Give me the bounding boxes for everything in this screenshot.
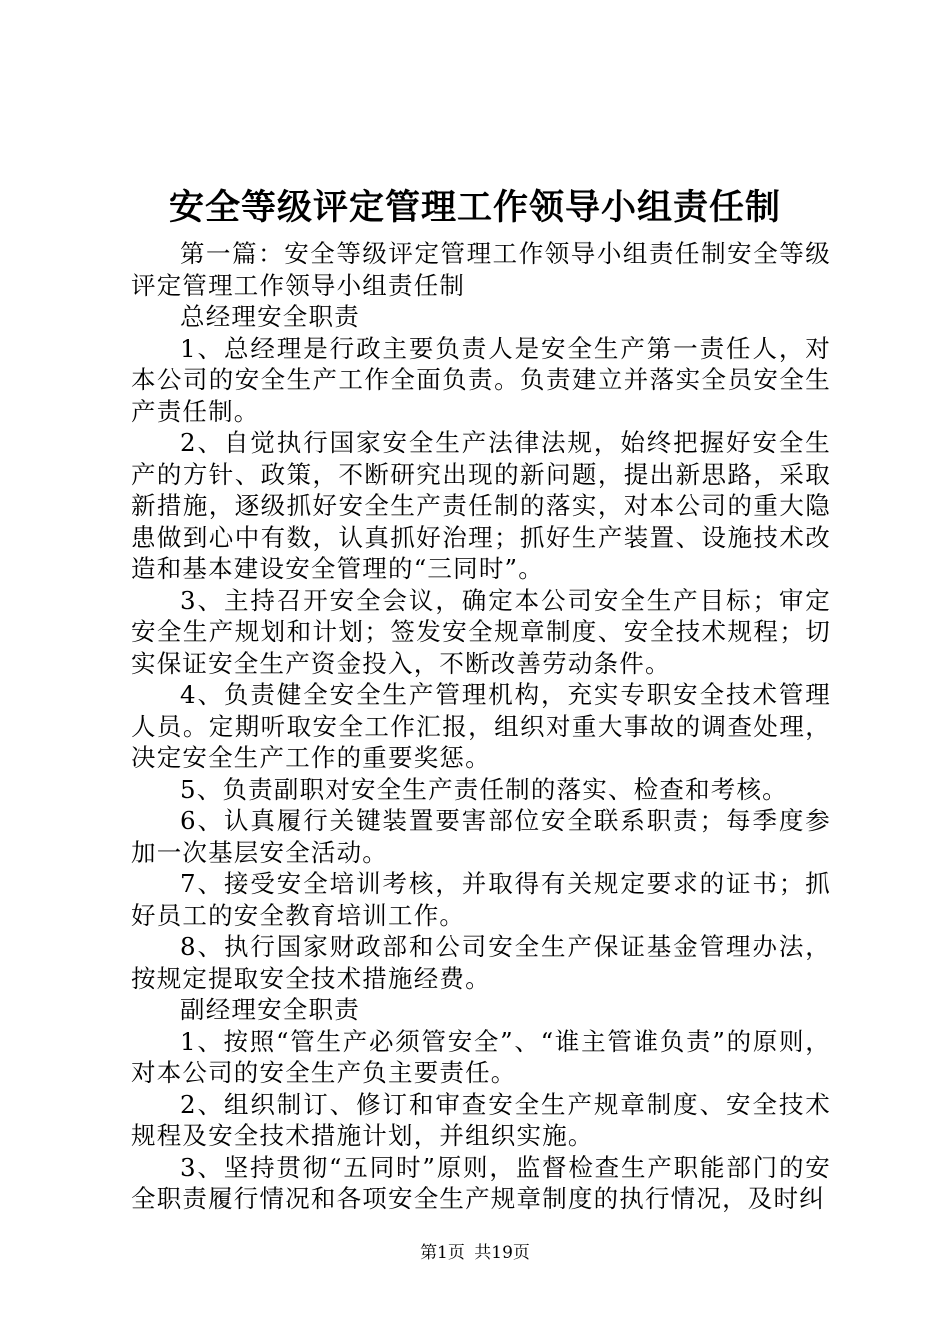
paragraph: 7、接受安全培训考核，并取得有关规定要求的证书；抓好员工的安全教育培训工作。 bbox=[131, 869, 831, 930]
section-heading: 总经理安全职责 bbox=[180, 302, 360, 331]
document-title: 安全等级评定管理工作领导小组责任制 bbox=[168, 187, 781, 228]
paragraph: 2、自觉执行国家安全生产法律法规，始终把握好安全生产的方针、政策，不断研究出现的新问题，提出新思路，采取新措施，逐级抓好安全生产责任制的落实，对本公司的重大隐患做到心中有数，认真抓好治理；抓好生产装置、设施技术改造和基本建设安全管理的“三同时”。 bbox=[131, 428, 831, 583]
page-footer bbox=[0, 1241, 950, 1265]
paragraph: 3、主持召开安全会议，确定本公司安全生产目标；审定安全生产规划和计划；签发安全规章制度、安全技术规程；切实保证安全生产资金投入，不断改善劳动条件。 bbox=[131, 585, 831, 678]
paragraph: 第一篇：安全等级评定管理工作领导小组责任制安全等级评定管理工作领导小组责任制 bbox=[131, 239, 831, 300]
paragraph: 2、组织制订、修订和审查安全生产规章制度、安全技术规程及安全技术措施计划，并组织实施。 bbox=[131, 1089, 831, 1150]
document-body bbox=[131, 238, 831, 1215]
paragraph: 5、负责副职对安全生产责任制的落实、检查和考核。 bbox=[180, 774, 788, 804]
section-heading: 副经理安全职责 bbox=[180, 995, 360, 1024]
paragraph: 8、执行国家财政部和公司安全生产保证基金管理办法，按规定提取安全技术措施经费。 bbox=[131, 932, 831, 993]
page-number: 第1页 bbox=[420, 1243, 465, 1263]
paragraph: 1、总经理是行政主要负责人是安全生产第一责任人，对本公司的安全生产工作全面负责。负责建立并落实全员安全生产责任制。 bbox=[131, 333, 831, 426]
paragraph: 1、按照“管生产必须管安全”、“谁主管谁负责”的原则，对本公司的安全生产负主要责任。 bbox=[131, 1026, 831, 1087]
page-total: 共19页 bbox=[474, 1243, 530, 1263]
paragraph: 4、负责健全安全生产管理机构，充实专职安全技术管理人员。定期听取安全工作汇报，组织对重大事故的调查处理，决定安全生产工作的重要奖惩。 bbox=[131, 680, 831, 772]
paragraph: 6、认真履行关键装置要害部位安全联系职责；每季度参加一次基层安全活动。 bbox=[131, 806, 831, 867]
paragraph: 3、坚持贯彻“五同时”原则，监督检查生产职能部门的安全职责履行情况和各项安全生产规章制度的执行情况，及时纠 bbox=[131, 1152, 831, 1213]
